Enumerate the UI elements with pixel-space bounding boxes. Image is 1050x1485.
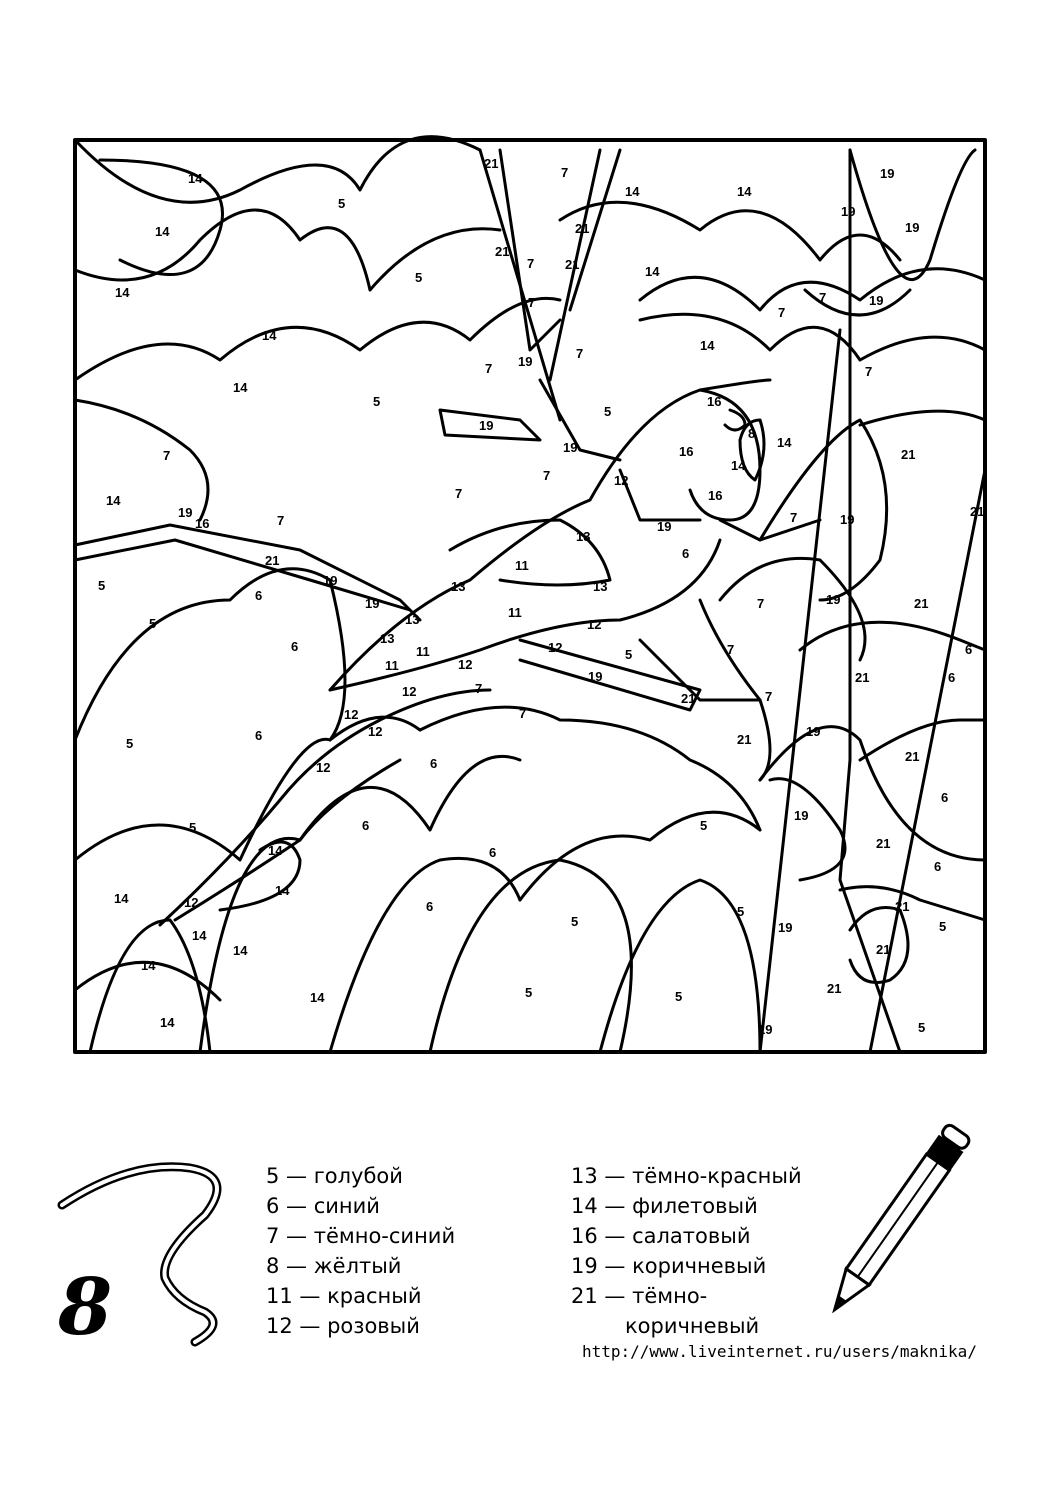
legend-item: 5 — голубой <box>266 1164 403 1188</box>
region-number: 5 <box>675 989 683 1004</box>
region-number: 7 <box>865 364 873 379</box>
legend-item: 14 — филетовый <box>571 1194 758 1218</box>
region-number: 12 <box>587 617 602 632</box>
legend-code: 8 <box>266 1254 280 1278</box>
region-number: 11 <box>416 644 430 659</box>
region-number: 19 <box>880 166 895 181</box>
region-number: 6 <box>941 790 949 805</box>
region-number: 6 <box>430 756 438 771</box>
color-legend-right <box>571 1161 802 1341</box>
region-number: 19 <box>588 669 603 684</box>
region-number: 5 <box>700 818 708 833</box>
source-url: http://www.liveinternet.ru/users/maknika/ <box>582 1342 977 1361</box>
region-number: 7 <box>765 689 773 704</box>
region-number: 19 <box>758 1022 773 1037</box>
region-number: 14 <box>262 328 277 343</box>
region-number: 7 <box>561 165 569 180</box>
region-number: 21 <box>495 244 510 259</box>
region-number: 14 <box>645 264 660 279</box>
region-number: 14 <box>777 435 792 450</box>
legend-color: филетовый <box>632 1194 758 1218</box>
region-number: 19 <box>178 505 193 520</box>
legend-item: 16 — салатовый <box>571 1224 751 1248</box>
legend-color: тёмно-синий <box>313 1224 456 1248</box>
region-number: 7 <box>519 706 527 721</box>
region-number: 12 <box>614 473 629 488</box>
region-number: 21 <box>855 670 870 685</box>
region-number: 7 <box>277 513 285 528</box>
region-number: 21 <box>265 553 280 568</box>
region-number: 14 <box>192 928 207 943</box>
region-number: 14 <box>188 171 203 186</box>
legend-item: 11 — красный <box>266 1284 422 1308</box>
region-number: 5 <box>737 904 745 919</box>
region-number: 19 <box>563 440 578 455</box>
region-number: 11 <box>385 658 399 673</box>
region-number: 5 <box>126 736 134 751</box>
region-number: 14 <box>141 958 156 973</box>
region-number: 14 <box>114 891 129 906</box>
region-number: 11 <box>515 558 529 573</box>
region-number: 21 <box>681 691 696 706</box>
legend-code: 13 <box>571 1164 598 1188</box>
region-number: 19 <box>905 220 920 235</box>
region-outlines <box>75 137 985 1052</box>
region-number: 12 <box>344 707 359 722</box>
region-number: 5 <box>625 647 633 662</box>
legend-item: 6 — синий <box>266 1194 380 1218</box>
region-number: 7 <box>455 486 463 501</box>
region-number: 5 <box>98 578 106 593</box>
region-number: 5 <box>525 985 533 1000</box>
legend-code: 14 <box>571 1194 598 1218</box>
region-number: 7 <box>543 468 551 483</box>
region-number: 5 <box>149 616 157 631</box>
region-number: 16 <box>708 488 723 503</box>
region-number: 7 <box>527 256 535 271</box>
region-number: 6 <box>682 546 690 561</box>
legend-code: 5 <box>266 1164 280 1188</box>
region-number: 14 <box>268 843 283 858</box>
region-number: 14 <box>115 285 130 300</box>
region-number: 14 <box>160 1015 175 1030</box>
region-number: 7 <box>528 295 536 310</box>
region-number: 19 <box>794 808 809 823</box>
legend-code: 11 <box>266 1284 293 1308</box>
region-number: 12 <box>402 684 417 699</box>
legend-code: 19 <box>571 1254 598 1278</box>
legend-color: тёмно-красный <box>632 1164 802 1188</box>
region-number: 14 <box>737 184 752 199</box>
legend-item: 13 — тёмно-красный <box>571 1164 802 1188</box>
region-number: 13 <box>576 529 591 544</box>
region-number: 7 <box>727 642 735 657</box>
region-number: 5 <box>373 394 381 409</box>
region-number: 7 <box>790 510 798 525</box>
region-number: 21 <box>970 504 985 519</box>
legend-item: 12 — розовый <box>266 1314 420 1338</box>
region-number: 13 <box>380 631 395 646</box>
region-number: 6 <box>362 818 370 833</box>
region-number: 13 <box>593 579 608 594</box>
region-number: 8 <box>748 426 756 441</box>
region-number: 6 <box>255 588 263 603</box>
region-number: 7 <box>576 346 584 361</box>
region-number: 6 <box>965 642 973 657</box>
color-legend-left <box>266 1161 455 1341</box>
legend-color: жёлтый <box>313 1254 402 1278</box>
region-number: 5 <box>604 404 612 419</box>
region-number: 7 <box>475 681 483 696</box>
region-number: 21 <box>876 836 891 851</box>
region-number: 7 <box>778 305 786 320</box>
legend-color: красный <box>327 1284 422 1308</box>
region-number: 19 <box>657 519 672 534</box>
region-number: 7 <box>163 448 171 463</box>
region-number: 6 <box>291 639 299 654</box>
legend-code: 6 <box>266 1194 280 1218</box>
region-number: 12 <box>548 640 563 655</box>
region-number: 14 <box>310 990 325 1005</box>
region-number: 19 <box>365 596 380 611</box>
region-number: 21 <box>901 447 916 462</box>
region-number: 21 <box>876 942 891 957</box>
region-number: 19 <box>840 512 855 527</box>
region-number: 21 <box>895 899 910 914</box>
region-number: 14 <box>275 883 290 898</box>
region-number: 21 <box>737 732 752 747</box>
legend-color: голубой <box>313 1164 403 1188</box>
region-number: 14 <box>233 380 248 395</box>
region-number: 12 <box>316 760 331 775</box>
region-number: 7 <box>757 596 765 611</box>
region-number: 21 <box>575 221 590 236</box>
region-number: 14 <box>233 943 248 958</box>
region-number: 5 <box>189 820 197 835</box>
legend-code: 16 <box>571 1224 598 1248</box>
region-number: 19 <box>518 354 533 369</box>
region-number: 7 <box>485 361 493 376</box>
region-number: 19 <box>323 573 338 588</box>
region-number: 14 <box>700 338 715 353</box>
legend-code: 7 <box>266 1224 280 1248</box>
region-number: 21 <box>484 156 499 171</box>
region-number: 6 <box>489 845 497 860</box>
region-number: 21 <box>914 596 929 611</box>
legend-item: 21 — тёмно- <box>571 1284 708 1308</box>
region-number: 19 <box>869 293 884 308</box>
region-number: 5 <box>415 270 423 285</box>
legend-code: 12 <box>266 1314 293 1338</box>
region-number: 14 <box>106 493 121 508</box>
page-number: 8 <box>58 1262 113 1353</box>
region-number: 5 <box>918 1020 926 1035</box>
region-number: 16 <box>707 394 722 409</box>
region-number: 13 <box>405 612 420 627</box>
region-number: 12 <box>184 895 199 910</box>
pencil-icon <box>823 1123 971 1318</box>
legend-color-continued: коричневый <box>625 1314 760 1338</box>
region-number: 6 <box>426 899 434 914</box>
region-number: 5 <box>338 196 346 211</box>
legend-item: 19 — коричневый <box>571 1254 767 1278</box>
region-number: 6 <box>934 859 942 874</box>
region-number: 19 <box>826 592 841 607</box>
region-number: 19 <box>806 724 821 739</box>
legend-item: 8 — жёлтый <box>266 1254 402 1278</box>
region-number: 6 <box>948 670 956 685</box>
region-number: 11 <box>508 605 522 620</box>
legend-color: коричневый <box>632 1254 767 1278</box>
legend-code: 21 <box>571 1284 598 1308</box>
region-number: 12 <box>458 657 473 672</box>
region-number: 19 <box>841 204 856 219</box>
region-number: 5 <box>939 919 947 934</box>
region-number: 16 <box>679 444 694 459</box>
legend-color: салатовый <box>632 1224 751 1248</box>
region-number: 7 <box>819 290 827 305</box>
legend-color: розовый <box>327 1314 420 1338</box>
region-number: 19 <box>479 418 494 433</box>
region-number: 16 <box>195 516 210 531</box>
region-number: 21 <box>827 981 842 996</box>
region-number: 19 <box>778 920 793 935</box>
region-number: 6 <box>255 728 263 743</box>
region-number: 14 <box>625 184 640 199</box>
legend-color: тёмно- <box>632 1284 708 1308</box>
region-number: 13 <box>451 579 466 594</box>
region-number: 21 <box>565 257 580 272</box>
region-number: 12 <box>368 724 383 739</box>
region-number: 14 <box>155 224 170 239</box>
region-number: 14 <box>731 458 746 473</box>
region-number: 21 <box>905 749 920 764</box>
legend-color: синий <box>313 1194 380 1218</box>
legend-item: 7 — тёмно-синий <box>266 1224 456 1248</box>
region-number: 5 <box>571 914 579 929</box>
legend-item-continued <box>571 1311 802 1341</box>
